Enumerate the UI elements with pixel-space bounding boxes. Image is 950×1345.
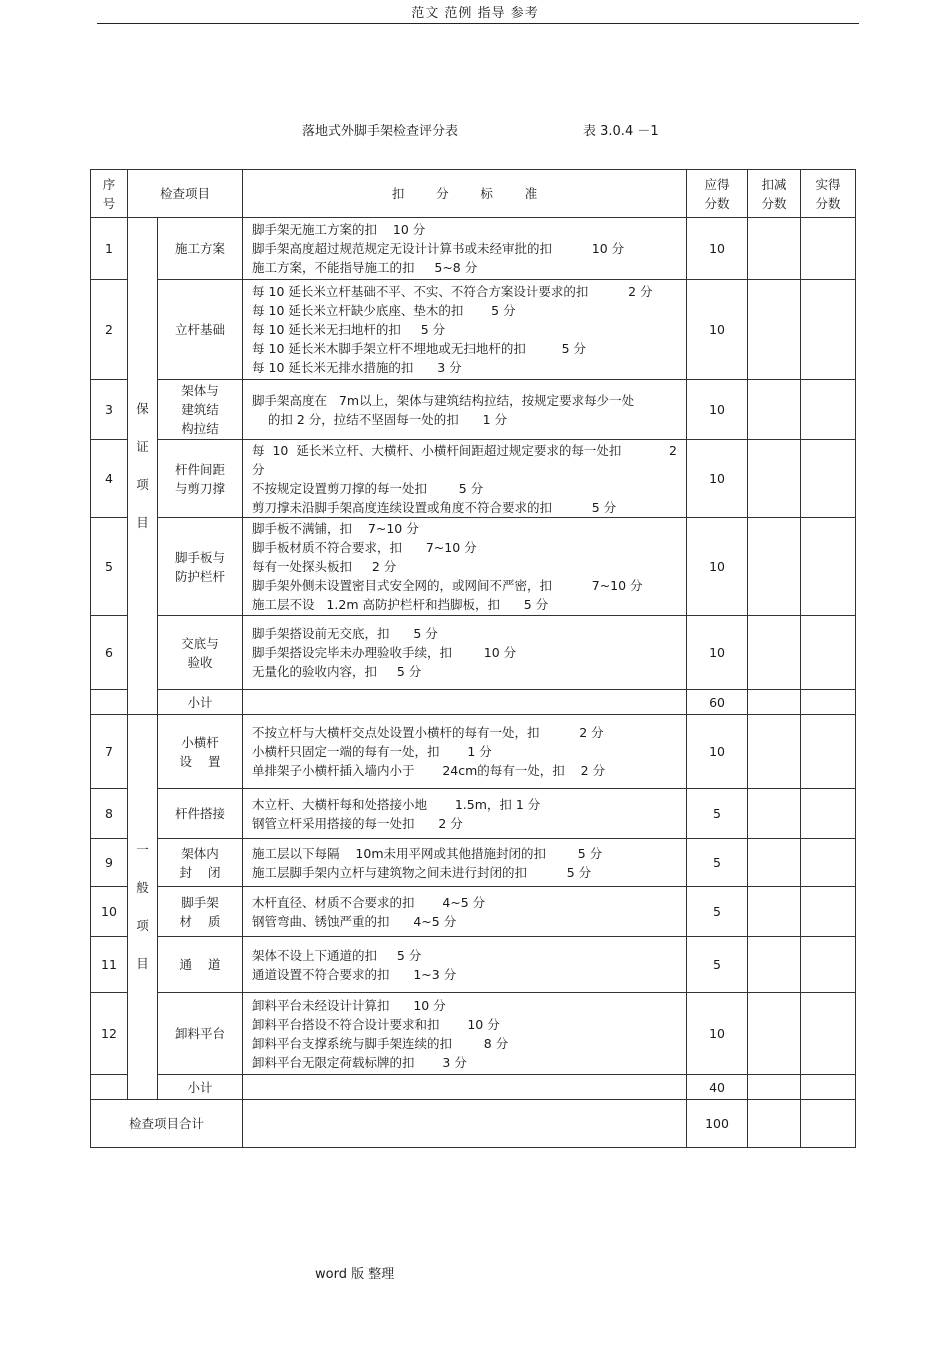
form-title: 落地式外脚手架检查评分表 (302, 124, 459, 139)
check-item-name: 脚手板与 防护栏杆 (158, 518, 243, 616)
deduction-criteria (243, 440, 687, 518)
check-item-name: 杆件搭接 (158, 789, 243, 839)
deduct-score-cell (748, 690, 801, 715)
criteria-line: 卸料平台支撑系统与脚手架连续的扣 8 分 (252, 1035, 509, 1051)
check-item-name: 杆件间距 与剪刀撑 (158, 440, 243, 518)
category-char: 项 (136, 477, 149, 492)
subtotal-criteria-blank (243, 1075, 687, 1100)
row-number: 11 (91, 937, 128, 993)
actual-score-cell (801, 616, 856, 690)
row-number: 10 (91, 887, 128, 937)
deduct-score-cell (748, 1075, 801, 1100)
criteria-line: 脚手板不满铺，扣 7~10 分 (252, 521, 419, 536)
deduction-criteria (243, 789, 687, 839)
actual-score-cell (801, 1100, 856, 1148)
criteria-line: 每 10 延长米无扫地杆的扣 5 分 (252, 322, 446, 337)
table-row (91, 280, 856, 380)
criteria-line: 小横杆只固定一端的每有一处，扣 1 分 (252, 744, 492, 759)
should-score: 5 (687, 887, 748, 937)
group2-category-label (128, 715, 158, 1100)
criteria-line: 卸料平台未经设计计算扣 10 分 (252, 997, 446, 1013)
row-number: 4 (91, 440, 128, 518)
criteria-line: 的扣 2 分，拉结不坚固每一处的扣 1 分 (252, 411, 508, 427)
actual-score-cell (801, 839, 856, 887)
actual-score-cell (801, 887, 856, 937)
header-deduct-score: 扣减 分数 (748, 170, 801, 218)
deduction-criteria (243, 280, 687, 380)
table-row (91, 937, 856, 993)
check-item-name: 立杆基础 (158, 280, 243, 380)
should-score: 10 (687, 440, 748, 518)
actual-score-cell (801, 993, 856, 1075)
category-char: 保 (136, 401, 149, 416)
header-item: 检查项目 (128, 170, 243, 218)
criteria-line: 施工层脚手架内立杆与建筑物之间未进行封闭的扣 5 分 (252, 864, 592, 880)
total-row (91, 1100, 856, 1148)
category-char: 目 (136, 956, 149, 971)
total-value: 100 (687, 1100, 748, 1148)
criteria-line: 卸料平台无限定荷载标牌的扣 3 分 (252, 1054, 467, 1070)
should-score: 10 (687, 380, 748, 440)
header-seq: 序 号 (91, 170, 128, 218)
criteria-line: 架体不设上下通道的扣 5 分 (252, 947, 422, 963)
criteria-line: 每 10 延长米无排水措施的扣 3 分 (252, 360, 462, 375)
subtotal-blank (91, 1075, 128, 1100)
deduct-score-cell (748, 380, 801, 440)
total-criteria-blank (243, 1100, 687, 1148)
subtotal-value: 40 (687, 1075, 748, 1100)
should-score: 5 (687, 839, 748, 887)
row-number: 7 (91, 715, 128, 789)
category-char: 项 (136, 918, 149, 933)
criteria-line: 无量化的验收内容，扣 5 分 (252, 664, 422, 679)
should-score: 10 (687, 280, 748, 380)
deduction-criteria (243, 839, 687, 887)
table-row (91, 993, 856, 1075)
should-score: 10 (687, 616, 748, 690)
table-row (91, 839, 856, 887)
criteria-line: 每 10 延长米立杆、大横杆、小横杆间距超过规定要求的每一处扣 2 分 (252, 442, 681, 477)
table-row (91, 887, 856, 937)
table-row (91, 218, 856, 280)
criteria-line: 脚手架高度在 7m以上，架体与建筑结构拉结，按规定要求每少一处 (252, 392, 635, 408)
subtotal-criteria-blank (243, 690, 687, 715)
deduction-criteria (243, 616, 687, 690)
deduct-score-cell (748, 993, 801, 1075)
table-row (91, 440, 856, 518)
row-number: 2 (91, 280, 128, 380)
row-number: 9 (91, 839, 128, 887)
deduction-criteria (243, 218, 687, 280)
deduction-criteria (243, 518, 687, 616)
criteria-line: 通道设置不符合要求的扣 1~3 分 (252, 966, 457, 982)
deduct-score-cell (748, 937, 801, 993)
deduct-score-cell (748, 518, 801, 616)
deduct-score-cell (748, 789, 801, 839)
should-score: 10 (687, 218, 748, 280)
table-row (91, 715, 856, 789)
header-divider (97, 23, 859, 24)
actual-score-cell (801, 380, 856, 440)
actual-score-cell (801, 715, 856, 789)
should-score: 10 (687, 715, 748, 789)
header-should-score: 应得 分数 (687, 170, 748, 218)
criteria-line: 单排架子小横杆插入墙内小于 24cm的每有一处，扣 2 分 (252, 763, 606, 778)
criteria-line: 卸料平台搭设不符合设计要求和扣 10 分 (252, 1016, 500, 1032)
criteria-line: 脚手架外侧未设置密目式安全网的，或网间不严密，扣 7~10 分 (252, 578, 643, 593)
criteria-line: 每 10 延长米木脚手架立杆不埋地或无扫地杆的扣 5 分 (252, 341, 587, 356)
check-item-name: 交底与 验收 (158, 616, 243, 690)
row-number: 1 (91, 218, 128, 280)
deduction-criteria (243, 380, 687, 440)
row-number: 3 (91, 380, 128, 440)
actual-score-cell (801, 789, 856, 839)
criteria-line: 木立杆、大横杆每和处搭接小地 1.5m，扣 1 分 (252, 796, 541, 812)
deduct-score-cell (748, 715, 801, 789)
deduct-score-cell (748, 1100, 801, 1148)
deduction-criteria (243, 887, 687, 937)
header-criteria: 扣 分 标 准 (243, 170, 687, 218)
criteria-line: 每 10 延长米立杆基础不平、不实、不符合方案设计要求的扣 2 分 (252, 284, 653, 299)
criteria-line: 施工层以下每隔 10m未用平网或其他措施封闭的扣 5 分 (252, 845, 603, 861)
criteria-line: 脚手架搭设前无交底，扣 5 分 (252, 626, 438, 641)
actual-score-cell (801, 280, 856, 380)
criteria-line: 不按立杆与大横杆交点处设置小横杆的每有一处，扣 2 分 (252, 725, 604, 740)
criteria-line: 施工层不设 1.2m 高防护栏杆和挡脚板，扣 5 分 (252, 597, 549, 612)
subtotal-blank (91, 690, 128, 715)
criteria-line: 脚手架搭设完毕未办理验收手续，扣 10 分 (252, 645, 517, 660)
criteria-line: 钢管立杆采用搭接的每一处扣 2 分 (252, 815, 463, 831)
table-header-row (91, 170, 856, 218)
actual-score-cell (801, 1075, 856, 1100)
table-row (91, 518, 856, 616)
page-header: 范文 范例 指导 参考 (411, 6, 539, 21)
deduct-score-cell (748, 616, 801, 690)
table-row (91, 789, 856, 839)
header-actual-score: 实得 分数 (801, 170, 856, 218)
should-score: 10 (687, 993, 748, 1075)
check-item-name: 小横杆 设 置 (158, 715, 243, 789)
check-item-name: 脚手架 材 质 (158, 887, 243, 937)
table-row (91, 616, 856, 690)
check-item-name: 架体内 封 闭 (158, 839, 243, 887)
should-score: 5 (687, 789, 748, 839)
actual-score-cell (801, 218, 856, 280)
subtotal-row (91, 690, 856, 715)
category-char: 般 (136, 880, 149, 895)
check-item-name: 架体与 建筑结 构拉结 (158, 380, 243, 440)
criteria-line: 剪刀撑未沿脚手架高度连续设置或角度不符合要求的扣 5 分 (252, 499, 617, 515)
actual-score-cell (801, 937, 856, 993)
deduction-criteria (243, 993, 687, 1075)
check-item-name: 施工方案 (158, 218, 243, 280)
criteria-line: 不按规定设置剪刀撑的每一处扣 5 分 (252, 480, 484, 496)
actual-score-cell (801, 690, 856, 715)
category-char: 目 (136, 515, 149, 530)
deduct-score-cell (748, 887, 801, 937)
subtotal-label: 小计 (158, 690, 243, 715)
actual-score-cell (801, 440, 856, 518)
criteria-line: 施工方案，不能指导施工的扣 5~8 分 (252, 260, 478, 275)
subtotal-label: 小计 (158, 1075, 243, 1100)
criteria-line: 钢管弯曲、锈蚀严重的扣 4~5 分 (252, 913, 457, 929)
table-row (91, 380, 856, 440)
criteria-line: 脚手架高度超过规范规定无设计计算书或未经审批的扣 10 分 (252, 241, 625, 256)
subtotal-value: 60 (687, 690, 748, 715)
page-footer: word 版 整理 (315, 1267, 395, 1282)
category-char: 一 (136, 842, 149, 857)
deduct-score-cell (748, 839, 801, 887)
criteria-line: 脚手架无施工方案的扣 10 分 (252, 222, 426, 237)
deduct-score-cell (748, 440, 801, 518)
category-char: 证 (136, 439, 149, 454)
deduct-score-cell (748, 280, 801, 380)
deduction-criteria (243, 715, 687, 789)
criteria-line: 脚手板材质不符合要求，扣 7~10 分 (252, 540, 477, 555)
row-number: 5 (91, 518, 128, 616)
criteria-line: 每 10 延长米立杆缺少底座、垫木的扣 5 分 (252, 303, 516, 318)
deduction-criteria (243, 937, 687, 993)
row-number: 8 (91, 789, 128, 839)
deduct-score-cell (748, 218, 801, 280)
check-item-name: 卸料平台 (158, 993, 243, 1075)
row-number: 6 (91, 616, 128, 690)
should-score: 10 (687, 518, 748, 616)
group1-category-label (128, 218, 158, 715)
table-number: 表 3.0.4 －1 (583, 124, 659, 139)
check-item-name: 通 道 (158, 937, 243, 993)
inspection-score-table (90, 169, 856, 1148)
criteria-line: 木杆直径、材质不合要求的扣 4~5 分 (252, 894, 486, 910)
should-score: 5 (687, 937, 748, 993)
actual-score-cell (801, 518, 856, 616)
total-label: 检查项目合计 (91, 1100, 243, 1148)
subtotal-row (91, 1075, 856, 1100)
criteria-line: 每有一处探头板扣 2 分 (252, 559, 397, 574)
row-number: 12 (91, 993, 128, 1075)
